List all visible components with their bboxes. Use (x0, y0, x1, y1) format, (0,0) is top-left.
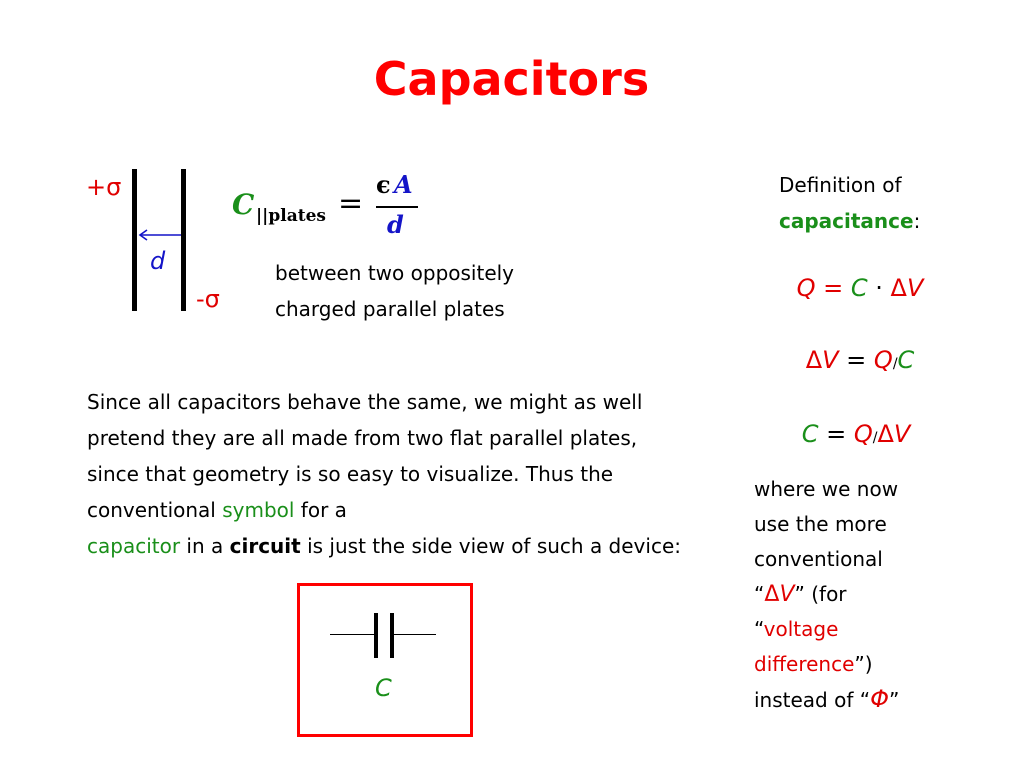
caption-line-2: charged parallel plates (275, 297, 505, 321)
symbol-term: symbol (222, 498, 295, 522)
paragraph-text-2: for a (294, 498, 347, 522)
capacitance-term: capacitance (779, 209, 914, 233)
paragraph-text-4: is just the side view of such a device: (300, 534, 681, 558)
fraction-bar (376, 206, 418, 208)
symbol-plate-right (390, 613, 394, 658)
page-title: Capacitors (373, 52, 650, 106)
formula-c: C (232, 188, 255, 221)
capacitor-term: capacitor (87, 534, 181, 558)
formula-area: A (394, 170, 413, 199)
capacitor-symbol-box (297, 583, 473, 737)
paragraph-text-1: Since all capacitors behave the same, we might as well pretend they are all made from two flat parallel plates, since that geometry is so easy to visualize. Thus the conventional (87, 390, 643, 522)
capacitance-formula (232, 168, 432, 248)
minus-sigma-label: -σ (196, 285, 220, 313)
definition-heading (779, 167, 920, 239)
note-line-2: use the more (754, 512, 887, 536)
formula-subscript: ||plates (256, 206, 326, 226)
note-line-5: “voltage (754, 617, 839, 641)
distance-arrow (137, 229, 183, 241)
equation-c-eq-q-over-v: C = Q/ΔV (801, 420, 911, 448)
formula-caption (275, 255, 605, 327)
definition-line-2: capacitance: (779, 209, 921, 233)
circuit-term: circuit (229, 534, 301, 558)
formula-equals: = (338, 186, 364, 221)
paragraph-text-3: in a (180, 534, 230, 558)
note-line-4: “ΔV” (for (754, 582, 847, 607)
explanation-paragraph (87, 384, 687, 564)
equation-v-eq-q-over-c: ΔV = Q/C (805, 346, 915, 374)
definition-line-1: Definition of (779, 173, 902, 197)
note-line-3: conventional (754, 547, 883, 571)
plus-sigma-label: +σ (86, 173, 122, 201)
parallel-plate-diagram (80, 165, 240, 315)
left-wire (330, 634, 374, 635)
caption-line-1: between two oppositely (275, 261, 515, 285)
capacitor-symbol-label: C (375, 674, 392, 702)
distance-label: d (150, 247, 166, 275)
notation-note (754, 472, 994, 718)
note-line-6: difference”) (754, 652, 873, 676)
formula-d: d (387, 210, 404, 239)
formula-epsilon: ϵ (376, 170, 391, 199)
right-wire (394, 634, 436, 635)
note-line-1: where we now (754, 477, 899, 501)
note-line-7: instead of “Φ” (754, 685, 900, 713)
equation-q-eq-cv: Q = C · ΔV (796, 274, 924, 302)
symbol-plate-left (374, 613, 378, 658)
